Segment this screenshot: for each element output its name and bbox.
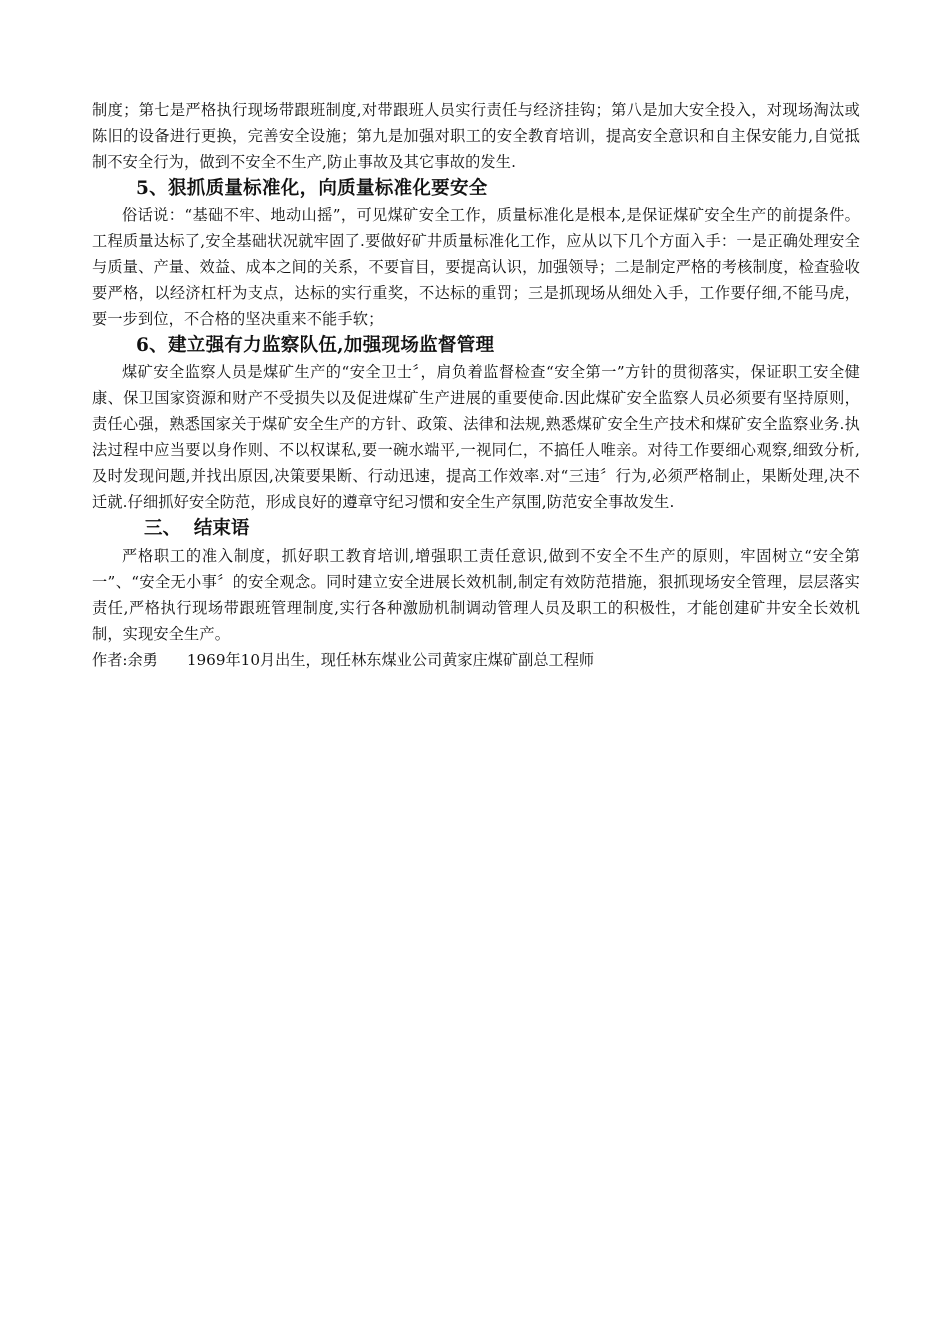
document-page bbox=[92, 97, 860, 673]
section-5-heading: 5、狠抓质量标准化，向质量标准化要安全 bbox=[136, 178, 488, 199]
author-line: 作者:余勇 1969年10月出生，现任林东煤业公司黄家庄煤矿副总工程师 bbox=[92, 651, 595, 669]
section-6-heading: 6、建立强有力监察队伍,加强现场监督管理 bbox=[136, 335, 495, 356]
section-6-paragraph: 煤矿安全监察人员是煤矿生产的“安全卫士〞，肩负着监督检查“安全第一”方针的贯彻落实，保证职工安全健康、保卫国家资源和财产不受损失以及促进煤矿生产进展的重要使命.因此煤矿安全监察人员必须要有坚持原则，责任心强，熟悉国家关于煤矿安全生产的方针、政策、法律和法规,熟悉煤矿安全生产技术和煤矿安全监察业务.执法过程中应当要以身作则、不以权谋私,要一碗水端平,一视同仁，不搞任人唯亲。对待工作要细心观察,细致分析,及时发现问题,并找出原因,决策要果断、行动迅速，提高工作效率.对“三违〞行为,必须严格制止，果断处理,决不迁就.仔细抓好安全防范，形成良好的遵章守纪习惯和安全生产氛围,防范安全事故发生. bbox=[92, 363, 860, 511]
conclusion-heading: 三、 结束语 bbox=[144, 518, 250, 539]
conclusion-paragraph: 严格职工的准入制度，抓好职工教育培训,增强职工责任意识,做到不安全不生产的原则，牢固树立“安全第一”、“安全无小事〞的安全观念。同时建立安全进展长效机制,制定有效防范措施，狠抓现场安全管理，层层落实责任,严格执行现场带跟班管理制度,实行各种激励机制调动管理人员及职工的积极性，才能创建矿井安全长效机制，实现安全生产。 bbox=[92, 547, 860, 643]
intro-paragraph: 制度；第七是严格执行现场带跟班制度,对带跟班人员实行责任与经济挂钩；第八是加大安全投入，对现场淘汰或陈旧的设备进行更换，完善安全设施；第九是加强对职工的安全教育培训，提高安全意识和自主保安能力,自觉抵制不安全行为，做到不安全不生产,防止事故及其它事故的发生. bbox=[92, 101, 860, 171]
section-5-paragraph: 俗话说：“基础不牢、地动山摇”，可见煤矿安全工作，质量标准化是根本,是保证煤矿安全生产的前提条件。工程质量达标了,安全基础状况就牢固了.要做好矿井质量标准化工作，应从以下几个方面入手：一是正确处理安全与质量、产量、效益、成本之间的关系，不要盲目，要提高认识，加强领导；二是制定严格的考核制度，检查验收要严格，以经济杠杆为支点，达标的实行重奖，不达标的重罚；三是抓现场从细处入手，工作要仔细,不能马虎，要一步到位，不合格的坚决重来不能手软； bbox=[92, 206, 860, 328]
